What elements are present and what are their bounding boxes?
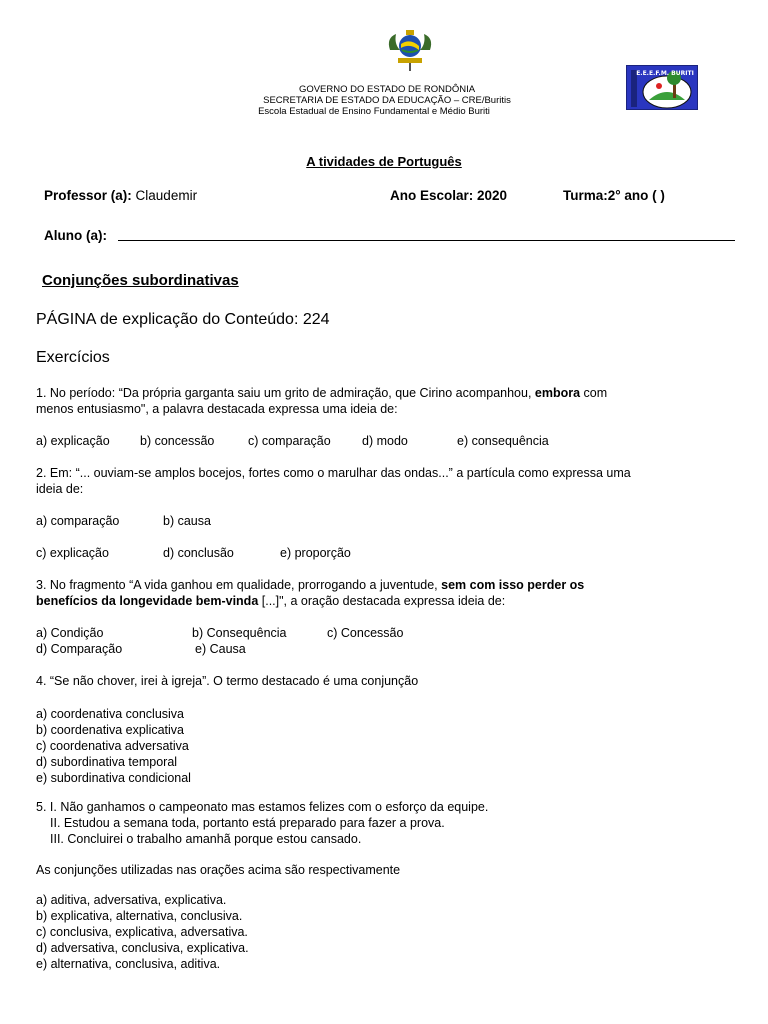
- q5-option-e: e) alternativa, conclusiva, aditiva.: [36, 957, 221, 971]
- q4-option-a: a) coordenativa conclusiva: [36, 707, 184, 721]
- q3-option-e: e) Causa: [195, 642, 246, 656]
- student-label: Aluno (a):: [44, 228, 107, 243]
- header-line-2: SECRETARIA DE ESTADO DA EDUCAÇÃO – CRE/Buritis: [263, 95, 511, 106]
- q1-option-c: c) comparação: [248, 434, 331, 448]
- teacher-name: Claudemir: [135, 188, 198, 203]
- question-5: [36, 799, 488, 847]
- question-2: [36, 465, 631, 497]
- q4-options: [36, 706, 191, 786]
- page-title: A tividades de Português: [306, 154, 462, 169]
- q3-option-c: c) Concessão: [327, 626, 404, 640]
- exercises-heading: Exercícios: [36, 349, 110, 366]
- q2-text: 2. Em: “... ouviam-se amplos bocejos, fortes como o marulhar das ondas...” a partícula como expressa uma: [36, 466, 631, 480]
- q1-text-line2: menos entusiasmo", a palavra destacada expressa uma ideia de:: [36, 402, 398, 416]
- q5-sentence-2: II. Estudou a semana toda, portanto está preparado para fazer a prova.: [50, 816, 445, 830]
- q1-option-b: b) concessão: [140, 434, 215, 448]
- q2-option-e: e) proporção: [280, 546, 351, 560]
- q2-option-b: b) causa: [163, 514, 211, 528]
- q4-option-e: e) subordinativa condicional: [36, 771, 191, 785]
- q3-option-d: d) Comparação: [36, 642, 123, 656]
- q2-text-line2: ideia de:: [36, 482, 84, 496]
- question-4: 4. “Se não chover, irei à igreja”. O termo destacado é uma conjunção: [36, 674, 419, 688]
- q1-option-a: a) explicação: [36, 434, 110, 448]
- teacher-field: [44, 188, 197, 203]
- q3-highlight-1: sem com isso perder os: [441, 578, 585, 592]
- state-crest-icon: [384, 28, 436, 72]
- q5-option-d: d) adversativa, conclusiva, explicativa.: [36, 941, 249, 955]
- student-name-line[interactable]: [118, 239, 735, 241]
- q2-option-c: c) explicação: [36, 546, 109, 560]
- q2-option-d: d) conclusão: [163, 546, 234, 560]
- q5-options: [36, 892, 249, 972]
- q3-highlight-2: benefícios da longevidade bem-vinda: [36, 594, 259, 608]
- question-3: [36, 577, 584, 609]
- question-1: [36, 385, 607, 417]
- q5-option-c: c) conclusiva, explicativa, adversativa.: [36, 925, 248, 939]
- q5-sentence-1: 5. I. Não ganhamos o campeonato mas estamos felizes com o esforço da equipe.: [36, 800, 489, 814]
- header-line-1: GOVERNO DO ESTADO DE RONDÔNIA: [298, 84, 476, 95]
- q4-option-c: c) coordenativa adversativa: [36, 739, 189, 753]
- q5-prompt: As conjunções utilizadas nas orações acima são respectivamente: [36, 863, 401, 877]
- q1-option-e: e) consequência: [457, 434, 549, 448]
- topic-heading: Conjunções subordinativas: [42, 272, 239, 289]
- school-year: Ano Escolar: 2020: [390, 188, 508, 203]
- q1-text-end: com: [580, 386, 608, 400]
- svg-text:E.E.E.F.M. BURITI: E.E.E.F.M. BURITI: [636, 70, 694, 77]
- school-logo-icon: [626, 65, 698, 110]
- q2-option-a: a) comparação: [36, 514, 120, 528]
- q4-option-d: d) subordinativa temporal: [36, 755, 178, 769]
- q1-text: 1. No período: “Da própria garganta saiu um grito de admiração, que Cirino acompanhou,: [36, 386, 535, 400]
- class-field: Turma:2° ano ( ): [563, 188, 665, 203]
- q3-option-b: b) Consequência: [192, 626, 287, 640]
- teacher-label: Professor (a):: [44, 188, 132, 203]
- q3-option-a: a) Condição: [36, 626, 104, 640]
- q3-text: 3. No fragmento “A vida ganhou em qualidade, prorrogando a juventude,: [36, 578, 442, 592]
- content-page-reference: PÁGINA de explicação do Conteúdo: 224: [36, 311, 330, 328]
- q4-option-b: b) coordenativa explicativa: [36, 723, 184, 737]
- q3-text-end: [...]", a oração destacada expressa ideia de:: [258, 594, 506, 608]
- q5-option-b: b) explicativa, alternativa, conclusiva.: [36, 909, 243, 923]
- q5-option-a: a) aditiva, adversativa, explicativa.: [36, 893, 227, 907]
- q1-option-d: d) modo: [362, 434, 408, 448]
- q5-sentence-3: III. Concluirei o trabalho amanhã porque estou cansado.: [50, 832, 362, 846]
- header-line-3: Escola Estadual de Ensino Fundamental e Médio Buriti: [258, 106, 490, 117]
- q1-highlight: embora: [534, 386, 581, 400]
